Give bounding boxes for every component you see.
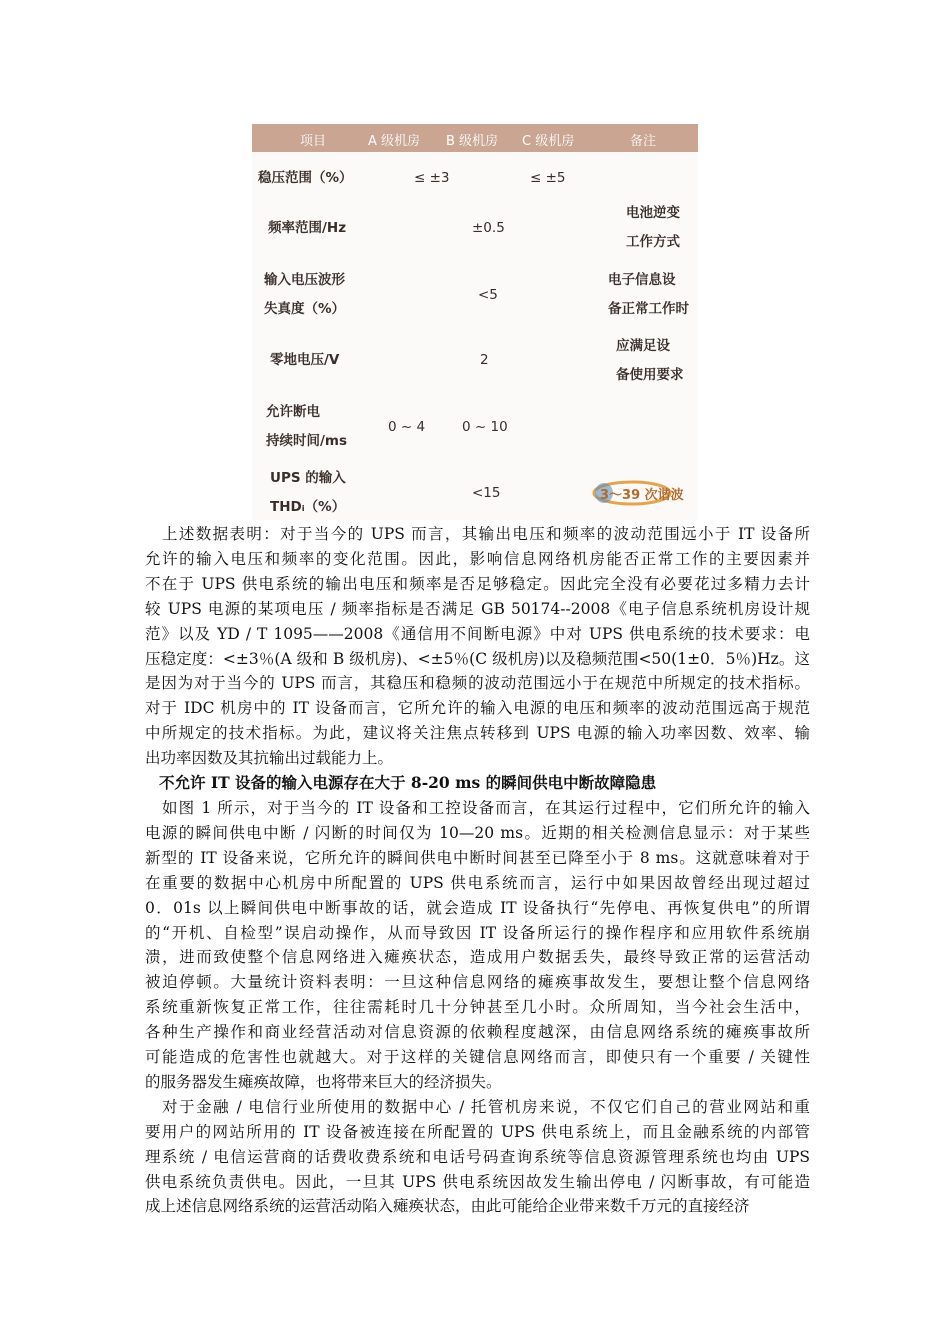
- text-line: 成上述信息网络系统的运营活动陷入瘫痪状态，由此可能给企业带来数千万元的直接经济: [145, 1197, 750, 1216]
- text-line: 压稳定度：<±3％(A 级和 B 级机房)、<±5％(C 级机房)以及稳频范围<50(1±0．5％)Hz。这: [145, 649, 810, 668]
- row-input-thd-b: <15: [472, 485, 501, 501]
- text-line: 新型的 IT 设备来说，它所允许的瞬间供电中断时间甚至已降至小于 8 ms。这就意味着对于: [145, 848, 810, 867]
- text-line: 的服务器发生瘫痪故障，也将带来巨大的经济损失。: [145, 1072, 502, 1091]
- row-waveform-distortion-note: [608, 266, 689, 324]
- header-class-a: A 级机房: [368, 134, 421, 149]
- text-line: 范》以及 YD / T 1095——2008《通信用不间断电源》中对 UPS 供电系统的技术要求：电: [145, 624, 810, 643]
- row-waveform-distortion-b: <5: [478, 287, 498, 303]
- text-line: 被迫停顿。大量统计资料表明：一旦这种信息网络的瘫痪事故发生，要想让整个信息网络: [145, 973, 810, 992]
- row-voltage-range-item: [258, 164, 353, 193]
- cell-line: THDᵢ（%）: [270, 499, 346, 515]
- header-item: 项目: [300, 134, 327, 149]
- cell-line: 备正常工作时: [608, 301, 689, 317]
- text-line: 溃，进而致使整个信息网络进入瘫痪状态，造成用户数据丢失，最终导致正常的运营活动: [145, 948, 810, 967]
- row-voltage-range-a: ≤ ±3: [414, 170, 450, 186]
- cell-line: 失真度（%）: [264, 301, 346, 317]
- text-line: 上述数据表明：对于当今的 UPS 而言，其输出电压和频率的波动范围远小于 IT 设备所: [162, 525, 810, 543]
- row-waveform-distortion-item: [264, 266, 345, 324]
- text-line: 各种生产操作和商业经营活动对信息资源的依赖程度越深，由信息网络系统的瘫痪事故所: [145, 1023, 810, 1042]
- row-neutral-ground-b: 2: [480, 352, 489, 368]
- text-line: 如图 1 所示，对于当今的 IT 设备和工控设备而言，在其运行过程中，它们所允许的输入: [162, 798, 810, 817]
- text-line: 可能造成的危害性也就越大。对于这样的关键信息网络而言，即使只有一个重要 / 关键性: [145, 1048, 810, 1067]
- cell-line: 电子信息设: [608, 272, 676, 288]
- body-paragraph: [145, 522, 810, 771]
- header-class-b: B 级机房: [446, 134, 499, 149]
- text-line: 是因为对于当今的 UPS 而言，其稳压和稳频的波动范围远小于在规范中所规定的技术指标。: [145, 674, 810, 693]
- text-line: 要用户的网站所用的 IT 设备被连接在所配置的 UPS 供电系统上，而且金融系统的内部管: [145, 1122, 810, 1141]
- cell-line: 应满足设: [616, 338, 670, 354]
- text-line: 对于金融 / 电信行业所使用的数据中心 / 托管机房来说，不仅它们自己的营业网站和重: [162, 1097, 810, 1116]
- row-neutral-ground-item: [270, 346, 339, 375]
- row-input-thd-item: [270, 464, 346, 522]
- cell-line: 电池逆变: [626, 205, 680, 221]
- text-line: 不在于 UPS 供电系统的输出电压和频率是否足够稳定。因此完全没有必要花过多精力去计: [145, 574, 810, 593]
- ups-requirements-table-image: [252, 124, 698, 520]
- text-line: 供电系统负责供电。因此，一旦其 UPS 供电系统因故发生输出停电 / 闪断事故，有可能造: [145, 1172, 810, 1191]
- text-line: 在重要的数据中心机房中所配置的 UPS 供电系统而言，运行中如果因故曾经出现过超过: [145, 873, 810, 892]
- cell-line: 稳压范围（%）: [258, 170, 353, 186]
- text-line: 系统重新恢复正常工作，往往需耗时几十分钟甚至几小时。众所周知，当今社会生活中，: [145, 998, 810, 1017]
- table-header-row: [252, 124, 698, 152]
- text-line: 0．01s 以上瞬间供电中断事故的话，就会造成 IT 设备执行“先停电、再恢复供电”的所谓: [145, 898, 810, 917]
- text-line: 中所规定的技术指标。为此，建议将关注焦点转移到 UPS 电源的输入功率因数、效率、输: [145, 724, 810, 743]
- cell-line: 零地电压/V: [270, 352, 340, 368]
- text-line: 理系统 / 电信运营商的话费收费系统和电话号码查询系统等信息资源管理系统也均由 UPS: [145, 1147, 810, 1166]
- row-frequency-b: ±0.5: [472, 220, 505, 236]
- text-line: 较 UPS 电源的某项电压 / 频率指标是否满足 GB 50174--2008《电子信息系统机房设计规: [145, 599, 810, 618]
- cell-line: 备使用要求: [616, 367, 684, 383]
- cell-line: 工作方式: [626, 234, 680, 250]
- cell-line: 频率范围/Hz: [268, 220, 347, 236]
- row-frequency-item: [268, 214, 346, 243]
- row-interruption-duration-item: [266, 398, 347, 456]
- row-voltage-range-c: ≤ ±5: [530, 170, 566, 186]
- header-class-c: C 级机房: [522, 134, 575, 149]
- text-line: 的“开机、自检型”误启动操作，从而导致因 IT 设备所运行的操作程序和应用软件系统崩: [145, 923, 810, 942]
- text-line: 出功率因数及其抗输出过载能力上。: [145, 749, 394, 768]
- text-line: 电源的瞬间供电中断 / 闪断的时间仅为 10—20 ms。近期的相关检测信息显示：对于某些: [145, 823, 810, 842]
- cell-line: UPS 的输入: [270, 470, 346, 486]
- row-input-thd-note: [592, 480, 694, 506]
- body-paragraph: [145, 1095, 810, 1220]
- cell-line: 持续时间/ms: [266, 433, 348, 449]
- cell-line: 输入电压波形: [264, 272, 345, 288]
- row-interruption-duration-b: 0 ~ 10: [462, 419, 508, 435]
- section-heading: [145, 771, 810, 796]
- text-line: 不允许 IT 设备的输入电源存在大于 8-20 ms 的瞬间供电中断故障隐患: [158, 773, 657, 793]
- row-frequency-note: [626, 199, 680, 257]
- article-body: [145, 522, 810, 1219]
- body-paragraph: [145, 796, 810, 1095]
- row-interruption-duration-a: 0 ~ 4: [388, 419, 426, 435]
- row-neutral-ground-note: [616, 332, 684, 390]
- text-line: 对于 IDC 机房中的 IT 设备而言，它所允许的输入电源的电压和频率的波动范围远高于规范: [145, 699, 810, 718]
- cell-line: 允许断电: [266, 404, 320, 420]
- header-note: 备注: [630, 134, 657, 149]
- harmonics-note-text: 3～39 次谐波: [600, 488, 684, 503]
- text-line: 允许的输入电压和频率的变化范围。因此，影响信息网络机房能否正常工作的主要因素并: [145, 549, 810, 568]
